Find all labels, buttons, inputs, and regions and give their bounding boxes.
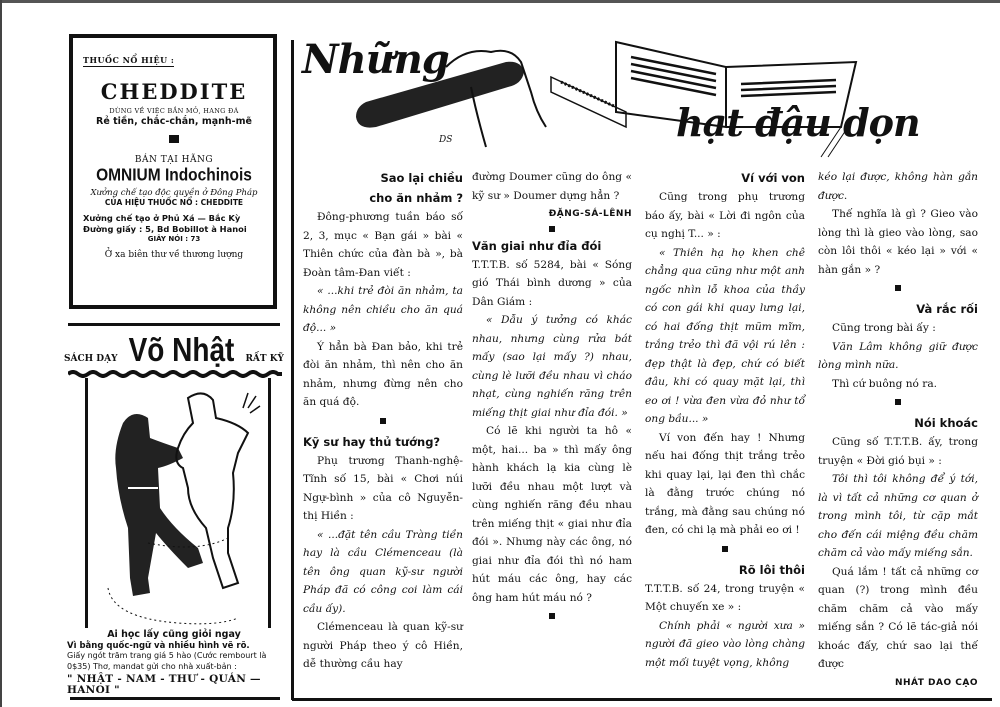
paragraph: Thì cứ buông nó ra.	[832, 377, 938, 390]
ad-book-name: Võ Nhật	[128, 330, 235, 368]
wavy-border	[68, 370, 282, 378]
ad-book-publisher: " NHẬT - NAM - THƯ - QUÁN — HANOI "	[67, 673, 261, 696]
masthead-title-part2: hạt đậu dọn	[676, 100, 920, 145]
heading-va-rac-roi: Và rắc rối	[916, 302, 978, 316]
ad-book-rule	[68, 323, 280, 326]
ad-factory: Xưởng chế tạo ở Phủ Xá — Bắc Kỳ	[83, 213, 241, 223]
fighters-drawing-icon	[88, 378, 268, 628]
quote: « Thiên hạ họ khen chê chẳng qua cũng như một anh ngốc nhìn lỗ khoa của thầy có con gái khi quay lưng lại, có hai đống thịt mũm mĩm, trắng trẻo thì đã vội rú lên : đẹp thật là đẹp, chứ có biết đâu, khi có quay mặt lại, thì eo ơi ! vừa đen vừa đỏ như tổ ong bầu... »	[645, 246, 805, 425]
ad-book-title	[64, 330, 284, 368]
martial-arts-illustration	[85, 378, 271, 628]
ad-phone: GIÂY NÓI : 73	[147, 235, 201, 243]
column-1	[303, 168, 463, 674]
separator-square-icon	[549, 226, 555, 232]
paragraph: Cũng số T.T.T.B. ấy, trong truyện « Đời gió bụi » :	[818, 436, 978, 467]
paragraph: Quá lắm ! tất cả những cơ quan (?) trong mình đều chăm chăm cả vào mấy miếng sắn ? Có lẽ tác-giả nói khoác đấy, chứ sao lại thế được	[818, 565, 978, 670]
masthead	[296, 32, 990, 160]
column-4	[818, 168, 978, 692]
paragraph: T.T.T.B. số 5284, bài « Sóng gió Thái bình dương » của Dân Giám :	[472, 258, 632, 308]
separator-square-icon	[895, 285, 901, 291]
ad-book-prefix: SÁCH DẠY	[64, 354, 118, 364]
ad-exclusive: Xưởng chế tạo độc quyền ở Đông Pháp	[90, 188, 258, 198]
heading-van-giai: Văn giai như đỉa đói	[472, 238, 602, 253]
paragraph: T.T.T.B. số 24, trong truyện « Một chuyến xe » :	[645, 582, 805, 613]
separator-square-icon	[380, 418, 386, 424]
ad-cheddite	[69, 34, 277, 309]
paragraph: Clémenceau là quan kỹ-sư người Pháp theo ý cô Hiền, dễ thường cầu hay	[303, 621, 463, 670]
quote: Tôi thì tôi không để ý tới, là vì tất cả những cơ quan ở trong mình tôi, từ cặp mắt cho đến cái miệng đều chăm chăm cả vào mấy miếng sắn.	[818, 473, 978, 559]
ad-book-line1: Ai học lấy cũng giỏi ngay	[107, 629, 241, 640]
bottom-rule	[292, 698, 992, 701]
paragraph: Phụ trương Thanh-nghệ-Tĩnh số 15, bài « Chơi núi Ngự-bình » của cô Nguyễn-thị Hiền :	[303, 454, 463, 522]
heading-sao-lai-chieu: Sao lại chiều	[380, 171, 463, 185]
ad-far-away: Ở xa biên thư về thương lượng	[104, 250, 244, 260]
separator-square-icon	[549, 613, 555, 619]
separator-square-icon	[895, 399, 901, 405]
paragraph: đường Doumer cũng do ông « kỹ sư » Doumer dựng hẳn ?	[472, 171, 632, 202]
ad-kicker: THUỐC NỔ HIỆU :	[83, 55, 175, 65]
paragraph: Ví von đến hay ! Nhưng nếu hai đống thịt trắng trẻo khi quay lại, lại đen thì chắc là đằng trước chúng nó trắng, mà đằng sau chúng nó đen, có chi lạ mà phải eo ơi !	[645, 431, 805, 536]
heading-ky-su-hay-thu-tuong: Kỹ sư hay thủ tướng?	[303, 434, 441, 449]
ad-of-brand: CỦA HIỆU THUỐC NỔ : CHEDDITE	[104, 198, 244, 207]
paragraph: Cũng trong phụ trương báo ấy, bài « Lời đi ngôn của cụ nghị T... » :	[645, 191, 805, 240]
paragraph: Đông-phương tuần báo số 2, 3, mục « Bạn gái » bài « Thiên chức của đàn bà », bà Đoàn tâm-Đan viết :	[303, 211, 463, 279]
heading-cho-an-nham: cho ăn nhảm ?	[369, 191, 463, 205]
scan-edge-top	[0, 0, 1000, 3]
heading-vi-voi-von: Ví với von	[741, 171, 805, 185]
ad-book-line3: Giấy ngót trăm trang giá 5 hào (Cước rembourt là 0$35) Thơ, mandat gửi cho nhà xuất-bản :	[67, 651, 267, 671]
ad-book-line2: Vì bằng quốc-ngữ và nhiều hình vẽ rõ.	[67, 640, 250, 651]
ad-tagline: Rẻ tiền, chắc-chắn, mạnh-mẽ	[96, 116, 252, 127]
ad-book-bottom-rule	[70, 697, 280, 700]
column-2	[472, 168, 632, 627]
scan-edge-left	[0, 0, 2, 707]
ad-book-text	[67, 630, 281, 695]
ad-company: OMNIUM Indochinois	[96, 165, 252, 186]
ad-mark-icon	[169, 135, 179, 143]
quote: « Dẫu ý tưởng có khác nhau, nhưng cùng rửa bát mấy (sao lại mấy ?) nhau, cùng lè lưỡi đều nhau vì cháo nhạt, cùng nghiến răng trên miếng thịt giai như đỉa đói. »	[472, 314, 632, 419]
masthead-title-part1: Những	[302, 36, 449, 83]
ad-brand: CHEDDITE	[100, 79, 248, 104]
paragraph: Ý hẳn bà Đan bảo, khi trẻ đòi ăn nhảm, thì nên cho ăn nhảm, nhưng đừng nên cho ăn quá độ.	[303, 340, 463, 408]
artist-signature: DS	[439, 135, 453, 145]
quote: « ...khi trẻ đòi ăn nhảm, ta không nên chiều cho ăn quá độ... »	[303, 285, 463, 334]
column-rule	[291, 40, 294, 700]
quote: kéo lại được, không hàn gắn được.	[818, 171, 978, 202]
byline: NHÁT DAO CẠO	[894, 677, 978, 688]
quote: Chính phải « người xưa » người đã gieo vào lòng chàng một mối tuyệt vọng, không	[645, 619, 805, 669]
paragraph: Cũng trong bài ấy :	[832, 322, 936, 334]
heading-noi-khoac: Nói khoác	[914, 416, 978, 430]
separator-square-icon	[722, 546, 728, 552]
ad-book-suffix: RẤT KỸ	[245, 354, 284, 364]
ad-office: Đường giấy : 5, Bd Bobillot à Hanoi	[83, 224, 247, 234]
paragraph: Thế nghĩa là gì ? Gieo vào lòng thì là gieo vào lòng, sao còn lôi thôi « kéo lại » với « hàn gắn » ?	[818, 208, 978, 276]
ad-use-line: DÙNG VỀ VIỆC BẮN MỎ, HANG ĐÁ	[109, 107, 239, 115]
quote: Văn Lâm không giữ được lòng mình nữa.	[818, 340, 978, 371]
paragraph: Có lẽ khi người ta hô « một, hai... ba » thì mấy ông hành khách lạ kia cùng lè lưỡi đều nhau một lượt và cùng nghiến răng đều nhau trên miếng thịt « giai như đỉa đói ». Nhưng này các ông, nó giai như đỉa đói thì nó ham hút máu các ông, hay các ông ham hút máu nó ?	[472, 425, 632, 604]
column-3	[645, 168, 805, 672]
ad-sold-at: BÁN TẠI HÃNG	[134, 155, 214, 165]
quote: « ...đặt tên cầu Tràng tiền hay là cầu Clémenceau (là tên ông quan kỹ-sư người Pháp đã có công coi làm cái cầu ấy).	[303, 528, 463, 615]
byline: ĐẶNG-SÁ-LÊNH	[548, 209, 632, 219]
heading-ro-loi-thoi: Rõ lôi thôi	[738, 562, 805, 577]
